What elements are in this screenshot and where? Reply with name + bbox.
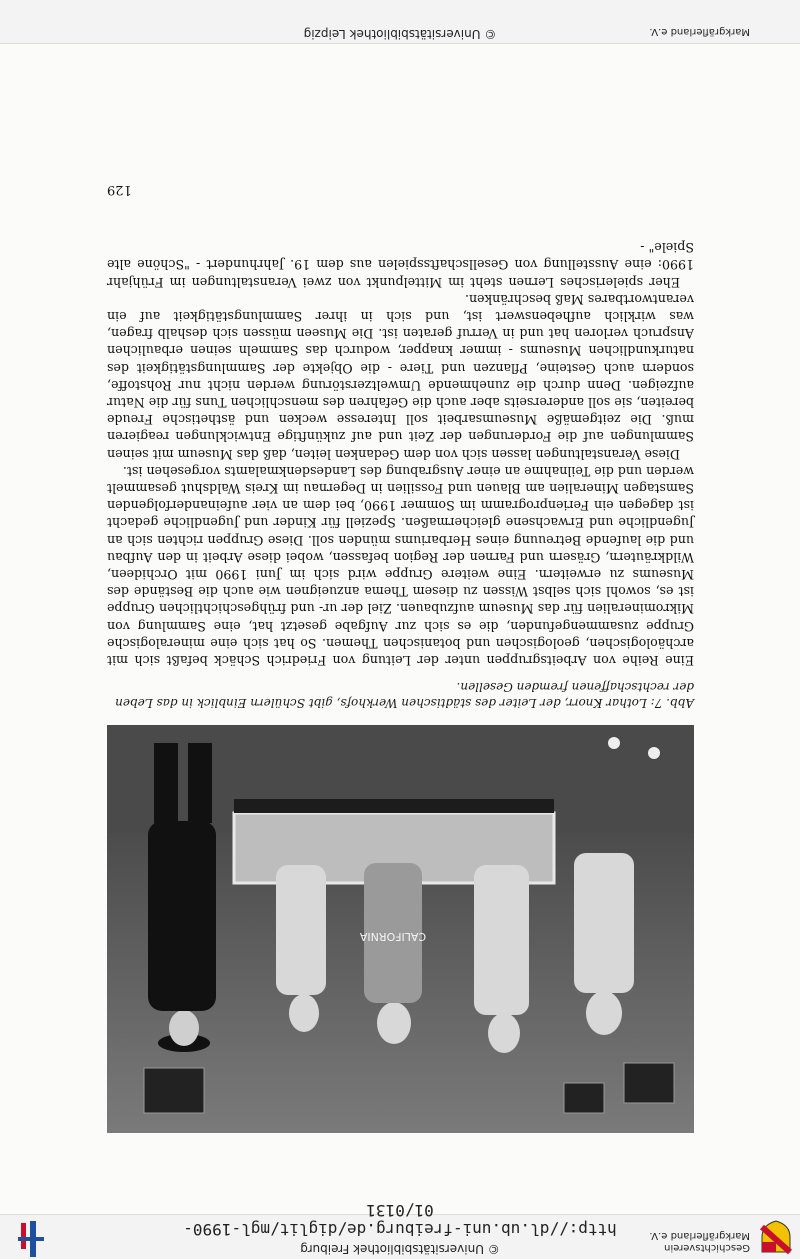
- shirt-text: CALIFORNIA: [359, 930, 427, 943]
- society-name: Geschichtsverein Markgräflerland e.V.: [649, 1230, 750, 1253]
- paragraph: Eher spielerisches Lernen steht im Mittelpunkt von zwei Veranstaltungen im Frühjahr 1990: eine Ausstellung von Gesellschaftsspielen aus dem 19. Jahrhundert - "Schöne alte Spiele" -: [107, 240, 694, 290]
- page-number: 129: [107, 182, 132, 197]
- footer-library-line: © Universitätsbibliothek Leipzig: [303, 27, 497, 41]
- footer-society-name: Markgräflerland e.V.: [649, 26, 750, 37]
- header-bar: [0, 1201, 800, 1259]
- library-line: © Universitätsbibliothek Freiburg: [300, 1242, 500, 1256]
- paragraph: Eine Reihe von Arbeitsgruppen unter der Leitung von Friedrich Schäck befaßt sich mit archäologischen, geologischen und botanischen Themen. So hat sich eine mineralogische Gruppe zusammengefunden, die es sich zur Aufgabe gesetzt hat, eine Sammlung von Mikromineralien für das Museum aufzubauen. Ziel der ur- und frühgeschichtlichen Gruppe ist es, sowohl sich selbst Wissen zu diesem Thema anzueignen wie auch die Bestände des Museums zu erweitern. Eine weitere Gruppe wird sich im Juni 1990 mit Orchideen, Wildkräutern, Gräsern und Farnen der Region befassen, wobei diese Arbeit in den Aufbau und die laufende Betreuung eines Herbariums münden soll. Diese Gruppen richten sich an Jugendliche und Erwachsene gleichermaßen. Speziell für Kinder und Jugendliche gedacht ist dagegen ein Ferienprogramm im Sommer 1990, bei dem an vier aufeinanderfolgenden Samstagen Mineralien am Blauen und Fossilien in Degernau im Kreis Waldshut gesammelt werden und die Teilnahme an einer Ausgrabung des Landesdenkmalamts vorgesehen ist.: [107, 463, 694, 668]
- paragraph: Diese Veranstaltungen lassen sich von dem Gedanken leiten, daß das Museum mit seinen Sammlungen auf die Forderungen der Zeit und auf zukünftige Entwicklungen reagieren muß. Die zeitgemäße Museumsarbeit soll Interesse wecken und ästhetische Freude bereiten, sie soll andererseits aber auch die Gefahren des menschlichen Tuns für die Natur aufzeigen. Denn durch die zunehmende Umweltzerstörung werden nicht nur Rohstoffe, sondern auch Gesteine, Pflanzen und Tiere - die Objekte der Sammlungstätigkeit des naturkundlichen Museums - immer knapper, wodurch das Sammeln seinen erbaulichen Anspruch verloren hat und in Verruf geraten ist. Die Museen müssen sich deshalb fragen, was wirklich aufhebenswert ist, und sich in ihrer Sammlungstätigkeit auf ein verantwortbares Maß beschränken.: [107, 291, 694, 462]
- coat-of-arms-icon: [758, 1219, 794, 1255]
- body-text: [107, 239, 694, 669]
- photo-illustration: [107, 725, 694, 1133]
- figure-photo: [107, 725, 694, 1133]
- document-url[interactable]: http://dl.ub.uni-freiburg.de/diglit/mgl-1990-01/0131: [183, 1201, 617, 1239]
- figure-caption: Abb. 7: Lothar Knorr, der Leiter des städtischen Werkhofs, gibt Schülern Einblick in das Leben der rechtschaffenen fremden Gesellen.: [115, 680, 694, 710]
- footer-bar: [0, 0, 800, 44]
- university-logo-icon: [10, 1217, 50, 1257]
